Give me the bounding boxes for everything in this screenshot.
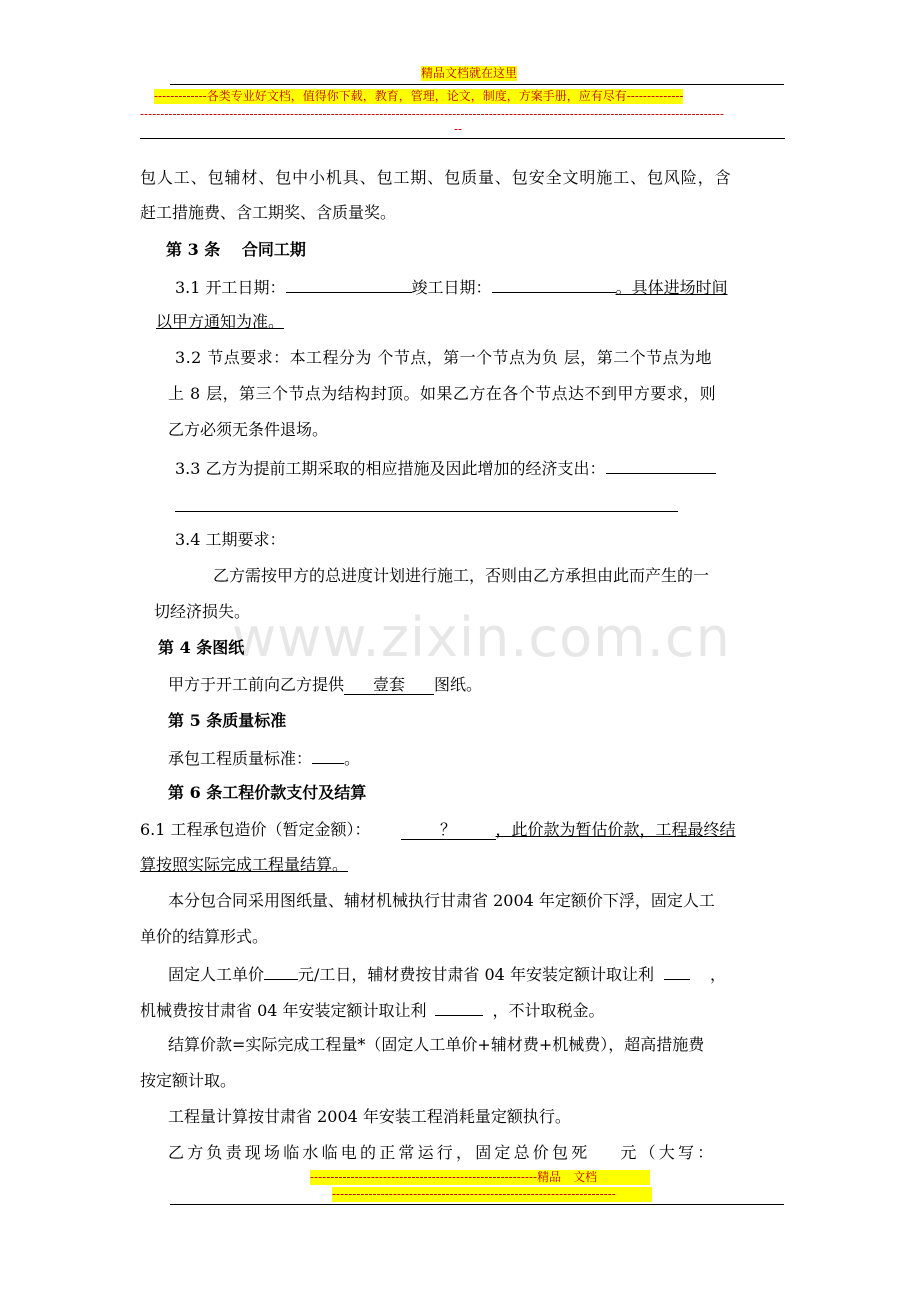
article-4-heading: 第 4 条图纸 — [158, 638, 245, 657]
footer-dashes: ---------------------------------------------------------------------- — [332, 1187, 652, 1202]
clause-3-3 — [175, 457, 716, 479]
header-dashes: ------------------------------------------------------------------------------------------------------------------------------------------------ — [140, 107, 724, 121]
clause-6-1 — [140, 820, 736, 840]
clause-text: ， — [709, 965, 726, 984]
article-4-text — [168, 675, 482, 695]
paragraph-line — [168, 1143, 716, 1163]
clause-text: 承包工程质量标准： — [168, 749, 313, 768]
paragraph-line: 切经济损失。 — [154, 602, 251, 621]
header-rule-top — [170, 84, 784, 85]
clause-text: 图纸。 — [434, 675, 483, 694]
quality-blank — [312, 747, 344, 764]
paragraph-line: 结算价款=实际完成工程量*（固定人工单价+辅材费+机械费），超高措施费 — [168, 1035, 705, 1054]
header-title: 精品文档就在这里 — [421, 66, 518, 80]
clause-text: 。具体进场时间 — [615, 278, 728, 297]
labor-price-blank — [264, 963, 298, 980]
article-5-heading: 第 5 条质量标准 — [168, 711, 287, 730]
material-discount-blank — [664, 963, 690, 980]
expense-blank-line — [175, 511, 678, 512]
clause-3-4: 3.4 工期要求： — [175, 530, 286, 549]
article-6-heading: 第 6 条工程价款支付及结算 — [168, 783, 367, 802]
watermark: www.zixin.com.cn — [232, 606, 731, 669]
article-5-text — [168, 747, 360, 769]
expense-blank — [606, 457, 716, 474]
clause-label: 3.1 开工日期： — [175, 278, 286, 297]
header-rule-bottom — [140, 138, 785, 139]
paragraph-line — [140, 999, 605, 1021]
clause-text: 甲方于开工前向乙方提供 — [168, 675, 345, 694]
clause-3-2: 3.2 节点要求：本工程分为 个节点，第一个节点为负 层，第二个节点为地 — [175, 348, 712, 367]
start-date-blank — [286, 276, 412, 293]
footer-rule — [170, 1204, 784, 1205]
header-subtitle: -------------各类专业好文档，值得你下载，教育，管理，论文，制度，方案手册，应有尽有-------------- — [154, 89, 684, 103]
contract-price-value: ？ — [401, 821, 496, 840]
clause-3-1-cont: 以甲方通知为准。 — [156, 312, 285, 331]
clause-6-1-cont: 算按照实际完成工程量结算。 — [140, 855, 349, 874]
clause-text: 6.1 工程承包造价（暂定金额）： — [140, 820, 371, 839]
clause-text: ，此价款为暂估价款，工程最终结 — [495, 820, 736, 839]
machine-discount-blank — [435, 999, 483, 1016]
article-3-heading: 第 3 条 合同工期 — [166, 240, 306, 259]
paragraph-line: 包人工、包辅材、包中小机具、包工期、包质量、包安全文明施工、包风险，含 — [140, 168, 732, 187]
clause-text: 元/工日，辅材费按甘肃省 04 年安装定额计取让利 — [298, 965, 654, 984]
clause-3-2-cont: 乙方必须无条件退场。 — [168, 420, 329, 439]
paragraph-line: 单价的结算形式。 — [140, 927, 269, 946]
footer-line: --------------------------------------------------------精品 文档 — [310, 1170, 650, 1185]
paragraph-line: 赶工措施费、含工期奖、含质量奖。 — [140, 203, 397, 222]
clause-text: 3.3 乙方为提前工期采取的相应措施及因此增加的经济支出： — [175, 459, 606, 478]
clause-3-1 — [175, 276, 728, 298]
clause-text: 固定人工单价 — [168, 965, 265, 984]
clause-text: 元（大写： — [620, 1143, 717, 1162]
end-date-blank — [492, 276, 616, 293]
drawing-copies-value: 壹套 — [344, 676, 434, 695]
paragraph-line: 本分包合同采用图纸量、辅材机械执行甘肃省 2004 年定额价下浮，固定人工 — [168, 891, 715, 910]
clause-text: ，不计取税金。 — [492, 1001, 605, 1020]
paragraph-line — [168, 963, 726, 985]
paragraph-line: 乙方需按甲方的总进度计划进行施工，否则由乙方承担由此而产生的一 — [213, 566, 710, 585]
clause-text: 。 — [344, 749, 361, 768]
clause-text: 机械费按甘肃省 04 年安装定额计取让利 — [140, 1001, 427, 1020]
clause-3-2-cont: 上 8 层，第三个节点为结构封顶。如果乙方在各个节点达不到甲方要求，则 — [168, 384, 717, 403]
clause-text: 乙方负责现场临水临电的正常运行，固定总价包死 — [168, 1143, 591, 1162]
paragraph-line: 按定额计取。 — [140, 1071, 237, 1090]
header-dashes-end: -- — [454, 122, 463, 136]
paragraph-line: 工程量计算按甘肃省 2004 年安装工程消耗量定额执行。 — [168, 1107, 571, 1126]
clause-text: 竣工日期： — [411, 278, 492, 297]
